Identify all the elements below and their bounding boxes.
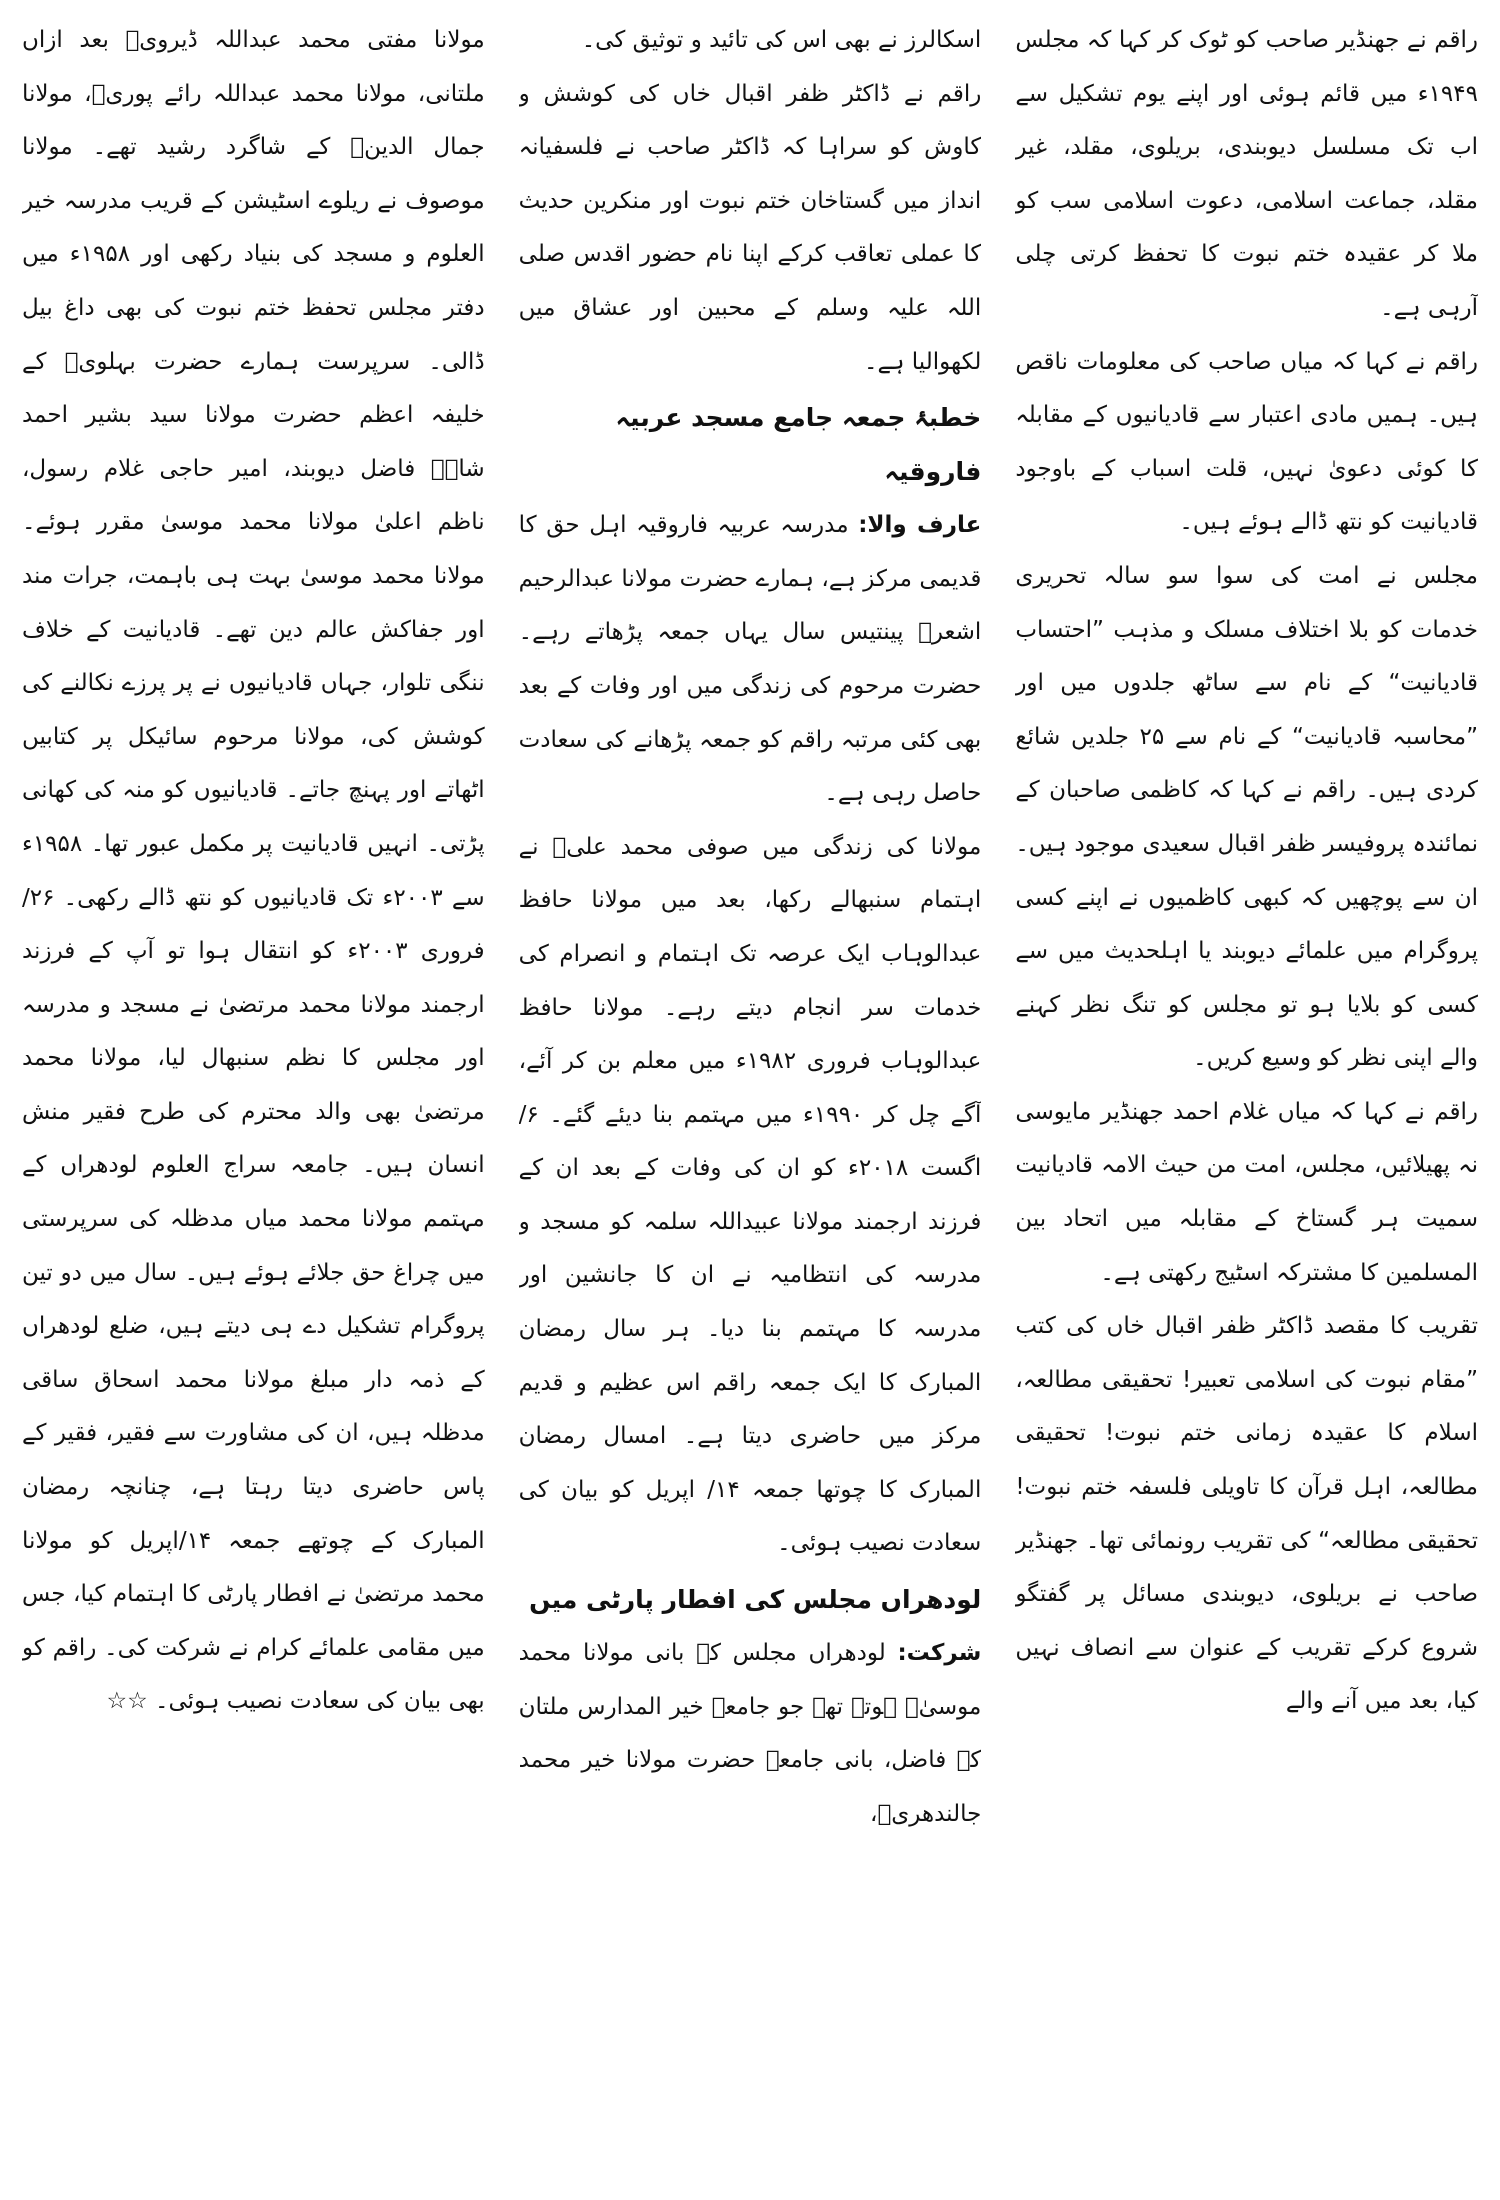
paragraph: مولانا کی زندگی میں صوفی محمد علیؒ نے اہتمام سنبھالے رکھا، بعد میں مولانا حافظ عبدالوہاب ایک عرصہ تک اہتمام و انصرام کی خدمات سر انجام دیتے رہے۔ مولانا حافظ عبدالوہاب فروری ۱۹۸۲ء میں معلم بن کر آئے، آگے چل کر ۱۹۹۰ء میں مہتمم بنا دیئے گئے۔ ۶/اگست ۲۰۱۸ء کو ان کی وفات کے بعد ان کے فرزند ارجمند مولانا عبیداللہ سلمہ کو مسجد و مدرسہ کی انتظامیہ نے ان کا جانشین اور مدرسہ کا مہتمم بنا دیا۔ ہر سال رمضان المبارک کا ایک جمعہ راقم اس عظیم و قدیم مرکز میں حاضری دیتا ہے۔ امسال رمضان المبارک کا چوتھا جمعہ ۱۴/ اپریل کو بیان کی سعادت نصیب ہوئی۔ bbox=[518, 833, 982, 1557]
dateline: عارف والا: bbox=[858, 512, 982, 539]
column-right bbox=[1015, 14, 1478, 2190]
paragraph: مولانا مفتی محمد عبداللہ ڈیرویؒ بعد ازاں ملتانی، مولانا محمد عبداللہ رائے پوریؒ، مولانا جمال الدینؒ کے شاگرد رشید تھے۔ مولانا موصوف نے ریلوے اسٹیشن کے قریب مدرسہ خیر العلوم و مسجد کی بنیاد رکھی اور ۱۹۵۸ء میں دفتر مجلس تحفظ ختم نبوت کی بھی داغ بیل ڈالی۔ سرپرست ہمارے حضرت بہلویؒ کے خلیفہ اعظم حضرت مولانا سید بشیر احمد شاہؒ فاضل دیوبند، امیر حاجی غلام رسول، ناظم اعلیٰ مولانا محمد موسیٰ مقرر ہوئے۔ مولانا محمد موسیٰ بہت ہی باہمت، جرات مند اور جفاکش عالم دین تھے۔ قادیانیت کے خلاف ننگی تلوار، جہاں قادیانیوں نے پر پرزے نکالنے کی کوشش کی، مولانا مرحوم سائیکل پر کتابیں اٹھاتے اور پہنچ جاتے۔ قادیانیوں کو منہ کی کھانی پڑتی۔ انہیں قادیانیت پر مکمل عبور تھا۔ ۱۹۵۸ء سے ۲۰۰۳ء تک قادیانیوں کو نتھ ڈالے رکھی۔ ۲۶/فروری ۲۰۰۳ء کو انتقال ہوا تو آپ کے فرزند ارجمند مولانا محمد مرتضیٰ نے مسجد و مدرسہ اور مجلس کا نظم سنبھال لیا، مولانا محمد مرتضیٰ بھی والد محترم کی طرح فقیر منش انسان ہیں۔ جامعہ سراج العلوم لودھراں کے مہتمم مولانا محمد میاں مدظلہ کی سرپرستی میں چراغ حق جلائے ہوئے ہیں۔ سال میں دو تین پروگرام تشکیل دے ہی دیتے ہیں، ضلع لودھراں کے ذمہ دار مبلغ مولانا محمد اسحاق ساقی مدظلہ ہیں، ان کی مشاورت سے فقیر، فقیر کے پاس حاضری دیتا رہتا ہے، چنانچہ رمضان المبارک کے چوتھے جمعہ ۱۴/اپریل کو مولانا محمد مرتضیٰ نے افطار پارٹی کا اہتمام کیا، جس میں مقامی علمائے کرام نے شرکت کی۔ راقم کو بھی بیان کی سعادت نصیب ہوئی۔ ☆☆ bbox=[21, 27, 485, 1715]
column-middle bbox=[519, 14, 982, 2190]
section-heading-iftar-party: لودھراں مجلس کی افطار پارٹی میں bbox=[529, 1585, 982, 1615]
section-intro-paragraph bbox=[519, 499, 982, 821]
paragraph: راقم نے ڈاکٹر ظفر اقبال خاں کی کوشش و کاوش کو سراہا کہ ڈاکٹر صاحب نے فلسفیانہ انداز میں گستاخان ختم نبوت اور منکرین حدیث کا عملی تعاقب کرکے اپنا نام حضور اقدس صلی اللہ علیہ وسلم کے محبین اور عشاق میں لکھوالیا ہے۔ bbox=[518, 80, 982, 375]
paragraph-text: مدرسہ عربیہ فاروقیہ اہل حق کا قدیمی مرکز ہے، ہمارے حضرت مولانا عبدالرحیم اشعرؒ پینتیس سال یہاں جمعہ پڑھاتے رہے۔ حضرت مرحوم کی زندگی میں اور وفات کے بعد بھی کئی مرتبہ راقم کو جمعہ پڑھانے کی سعادت حاصل رہی ہے۔ bbox=[518, 512, 982, 807]
column-left bbox=[22, 14, 485, 2190]
paragraph: تقریب کا مقصد ڈاکٹر ظفر اقبال خاں کی کتب ”مقام نبوت کی اسلامی تعبیر! تحقیقی مطالعہ، اسلام کا عقیدہ زمانی ختم نبوت! تحقیقی مطالعہ، اہل قرآن کا تاویلی فلسفہ ختم نبوت! تحقیقی مطالعہ“ کی تقریب رونمائی تھا۔ جھنڈیر صاحب نے بریلوی، دیوبندی مسائل پر گفتگو شروع کرکے تقریب کے عنوان سے انصاف نہیں کیا، بعد میں آنے والے bbox=[1015, 1313, 1478, 1715]
paragraph: مجلس نے امت کی سوا سو سالہ تحریری خدمات کو بلا اختلاف مسلک و مذہب ”احتساب قادیانیت“ کے نام سے ساٹھ جلدوں میں اور ”محاسبہ قادیانیت“ کے نام سے ۲۵ جلدیں شائع کردی ہیں۔ راقم نے کہا کہ کاظمی صاحبان کے نمائندہ پروفیسر ظفر اقبال سعیدی موجود ہیں۔ ان سے پوچھیں کہ کبھی کاظمیوں نے اپنے کسی پروگرام میں علمائے دیوبند یا اہلحدیث میں سے کسی کو بلایا ہو تو مجلس کو تنگ نظر کہنے والے اپنی نظر کو وسیع کریں۔ bbox=[1015, 562, 1478, 1072]
paragraph-text: لودھراں مجلس کے بانی مولانا محمد موسیٰؒ ہوتے تھے جو جامعہ خیر المدارس ملتان کے فاضل، بانی جامعہ حضرت مولانا خیر محمد جالندھریؒ، bbox=[518, 1640, 982, 1827]
paragraph: راقم نے کہا کہ میاں غلام احمد جھنڈیر مایوسی نہ پھیلائیں، مجلس، امت من حیث الامہ قادیانیت سمیت ہر گستاخ کے مقابلہ میں اتحاد بین المسلمین کا مشترکہ اسٹیج رکھتی ہے۔ bbox=[1015, 1098, 1478, 1286]
paragraph: اسکالرز نے بھی اس کی تائید و توثیق کی۔ bbox=[581, 27, 982, 53]
paragraph: راقم نے جھنڈیر صاحب کو ٹوک کر کہا کہ مجلس ۱۹۴۹ء میں قائم ہوئی اور اپنے یوم تشکیل سے اب تک مسلسل دیوبندی، بریلوی، مقلد، غیر مقلد، جماعت اسلامی، دعوت اسلامی سب کو ملا کر عقیدہ ختم نبوت کا تحفظ کرتی چلی آرہی ہے۔ bbox=[1015, 27, 1478, 321]
paragraph: راقم نے کہا کہ میاں صاحب کی معلومات ناقص ہیں۔ ہمیں مادی اعتبار سے قادیانیوں کے مقابلہ کا کوئی دعویٰ نہیں، قلت اسباب کے باوجود قادیانیت کو نتھ ڈالے ہوئے ہیں۔ bbox=[1015, 348, 1478, 536]
section-heading-continuation: شرکت: bbox=[897, 1640, 982, 1667]
section-heading-jumma-khutba: خطبۂ جمعہ جامع مسجد عربیہ فاروقیہ bbox=[615, 403, 982, 487]
section-intro-paragraph bbox=[519, 1627, 982, 1841]
